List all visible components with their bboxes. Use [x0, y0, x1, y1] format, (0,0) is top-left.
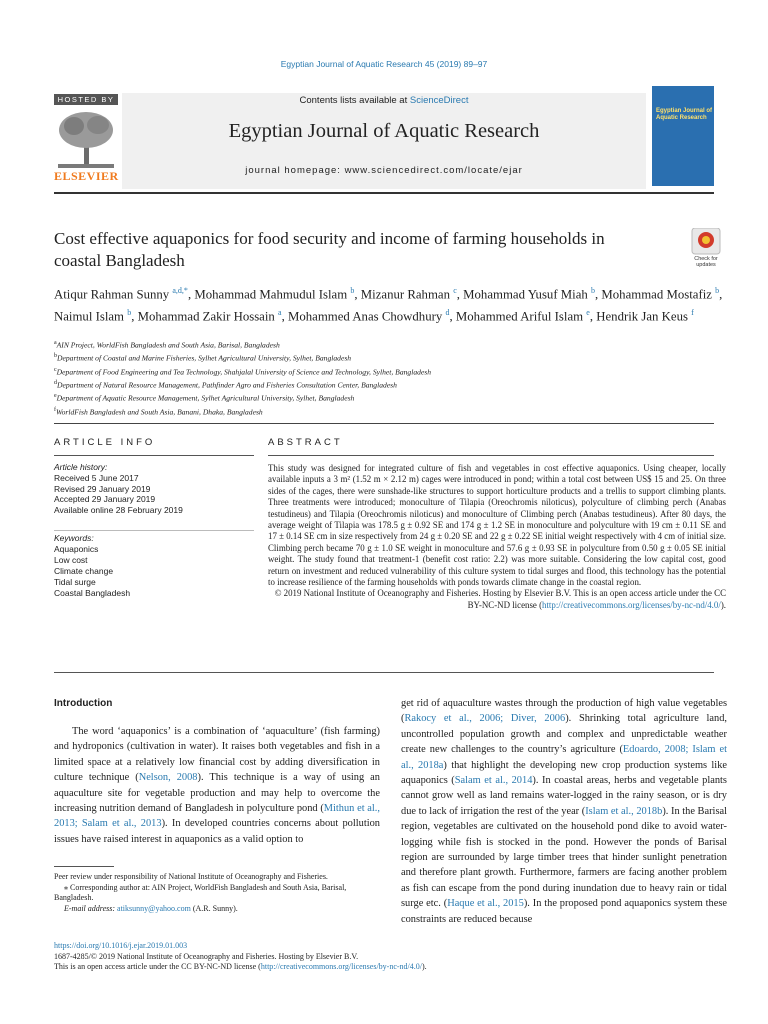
affiliation-item: $^e$Department of Aquatic Resource Management, Sylhet Agricultural University, Sylhet, Bangladesh	[54, 393, 355, 403]
keywords-block	[54, 533, 254, 598]
author-name: Mohammad Yusuf Miah	[463, 287, 591, 302]
author-affiliation-marker[interactable]: b	[715, 286, 720, 295]
author-name: Mohammad Mostafiz	[601, 287, 716, 302]
journal-homepage[interactable]: journal homepage: www.sciencedirect.com/locate/ejar	[245, 165, 523, 176]
introduction-column-1: The word ‘aquaponics’ is a combination of ‘aquaculture’ (fish farming) and hydroponics (cultivation in water). It raises both vegetables and fish in a limited space at a relatively low financial cost by adding diversification in culture technique (Nelson, 2008). This technique is a way of using an aquaculture site for vegetable production and may help to overcome the increasing nutrition demand of Bangladesh in polyculture pond (Mithun et al., 2013; Salam et al., 2013). In developed countries concerns about pollution issues have raised interest in aquaponics as a valid option to	[54, 726, 380, 845]
history-heading: Article history:	[54, 462, 108, 472]
author-name: Hendrik Jan Keus	[596, 309, 692, 324]
author-affiliation-marker[interactable]: b	[127, 307, 132, 317]
body-rule	[54, 672, 714, 673]
author-name: Mohammed Anas Chowdhury	[287, 309, 446, 324]
issn-line: 1687-4285/© 2019 National Institute of Oceanography and Fisheries. Hosting by Elsevier B.V.	[54, 951, 359, 961]
citation-link[interactable]: Islam et al., 2018b	[585, 805, 663, 817]
history-item: Received 5 June 2017	[54, 472, 139, 483]
history-item: Available online 28 February 2019	[54, 505, 183, 516]
abstract-rule	[268, 455, 714, 456]
author-affiliation-marker[interactable]: f	[691, 307, 694, 317]
history-item: Accepted 29 January 2019	[54, 494, 156, 505]
citation-link[interactable]: Nelson, 2008	[138, 772, 198, 784]
keyword: Low cost	[54, 554, 88, 565]
citation-link[interactable]: Haque et al., 2015	[447, 898, 524, 910]
elsevier-wordmark: ELSEVIER	[54, 169, 119, 183]
abstract-text: This study was designed for integrated culture of fish and vegetables in cost effective aquaponics. Using cheaper, locally available inputs a 3 m² (1.52 m × 2.12 m) cages were introduced in pond; within a total cost between US$ 15 and 25. On three sides of the cages, there were sunshade-like structures to support horticulture products and a trellis to support climbing plants. Three treatments were introduced; monoculture of Tilapia (Oreochromis niloticus), polyculture of climbing perch (Anabas testudineus) and Tilapia (Oreochromis niloticus) and monoculture of Climbing perch (Anabas testudineus). After 80 days, the average weight of Tilapia was 178.5 g ± 0.92 SE and 174 g ± 1.2 SE in monoculture and polyculture with 19 cm ± 0.11 SE and 17 ± 0.14 SE cm in size respectively from 24 g ± 0.20 SE and 22 g ± 0.22 SE initial weight respectively with 4 cm of initial size. Climbing perch became 70 g ± 1.0 SE weight in monoculture and 57.6 g ± 0.93 SE in polyculture from 0.50 g ± 0.05 SE initial weight. The study found that treatment-1 (benefit cost ratio: 2.2) was more suitable. Considering the low capital cost, good return on investment and reduced vulnerability of this culture system to tidal surges and flood, this technology has the potential to increase resilience of the farming households with ponds towards climate change in the coastal region.	[268, 463, 726, 588]
journal-reference[interactable]: Egyptian Journal of Aquatic Research 45 (2019) 89–97	[280, 59, 488, 69]
footer-license-link[interactable]: http://creativecommons.org/licenses/by-nc-nd/4.0/	[260, 962, 422, 972]
keyword: Climate change	[54, 565, 114, 576]
author-name: Mohammed Ariful Islam	[455, 309, 587, 324]
author-affiliation-marker[interactable]: a	[278, 307, 282, 317]
keywords-heading: Keywords:	[54, 533, 94, 543]
article-info-heading: ARTICLE INFO	[54, 437, 156, 448]
author-affiliation-marker[interactable]: b	[350, 286, 355, 295]
affiliation-item: $^a$AIN Project, WorldFish Bangladesh and South Asia, Barisal, Bangladesh	[54, 340, 280, 350]
paper-title: Cost effective aquaponics for food security and income of farming households in coastal Bangladesh	[54, 229, 605, 270]
email-link[interactable]: atiksunny@yahoo.com	[117, 903, 191, 913]
email-note: E-mail address: atiksunny@yahoo.com (A.R. Sunny).	[64, 903, 238, 913]
abstract-body	[268, 463, 726, 611]
author-name: Mizanur Rahman	[360, 287, 454, 302]
section-rule	[54, 423, 714, 424]
affiliation-item: $^f$WorldFish Bangladesh and South Asia, Banani, Dhaka, Bangladesh	[54, 406, 263, 417]
sciencedirect-link[interactable]: ScienceDirect	[409, 95, 469, 106]
author-affiliation-marker[interactable]: a,d,*	[172, 286, 188, 295]
keyword: Coastal Bangladesh	[54, 587, 131, 598]
introduction-heading: Introduction	[54, 698, 113, 709]
check-for-updates-label: Check for updates	[694, 256, 718, 268]
publication-footer	[54, 941, 714, 973]
author-name: Mohammad Mahmudul Islam	[194, 287, 351, 302]
doi-link[interactable]: https://doi.org/10.1016/j.ejar.2019.01.003	[54, 941, 188, 950]
journal-cover-title: Egyptian Journal of Aquatic Research	[656, 108, 713, 121]
journal-title: Egyptian Journal of Aquatic Research	[228, 120, 540, 142]
citation-link[interactable]: Salam et al., 2014	[454, 775, 533, 787]
affiliation-item: $^c$Department of Food Engineering and Tea Technology, Shahjalal University of Science and Technology, Sylhet, Bangladesh	[54, 366, 432, 377]
citation-link[interactable]: Edoardo, 2008; Islam et al., 2018a	[401, 744, 727, 771]
affiliation-item: $^b$Department of Coastal and Marine Fisheries, Sylhet Agricultural University, Sylhet, Bangladesh	[54, 353, 352, 363]
abstract-heading: ABSTRACT	[268, 437, 343, 448]
author-list: Atiqur Rahman Sunny $^{a,d,*}$, Mohammad Mahmudul Islam $^b$, Mizanur Rahman $^c$, Mohammad Yusuf Miah $^b$, Mohammad Mostafiz $^b$, Naimul Islam $^b$, Mohammad Zakir Hossain $^a$, Mohammed Anas Chowdhury $^d$, Mohammed Ariful Islam $^e$, Hendrik Jan Keus $^f$	[54, 286, 723, 324]
footnotes	[54, 872, 380, 914]
license-line: This is an open access article under the CC BY-NC-ND license (http://creativecommons.org/licenses/by-nc-nd/4.0/).	[54, 962, 427, 972]
footnote-rule	[54, 866, 114, 867]
corresponding-author-note: ⁎ Corresponding author at: AIN Project, WorldFish Bangladesh and South Asia, Barisal, Bangladesh.	[54, 882, 347, 903]
author-affiliation-marker[interactable]: e	[586, 307, 590, 317]
author-affiliation-marker[interactable]: d	[445, 307, 450, 317]
author-affiliation-marker[interactable]: b	[591, 286, 595, 295]
contents-line: Contents lists available at ScienceDirect	[299, 95, 469, 106]
abstract-copyright: © 2019 National Institute of Oceanography and Fisheries. Hosting by Elsevier B.V. This is an open access article under the CC BY-NC-ND license (http://creativecommons.org/licenses/by-nc-nd/4.0/).	[274, 588, 726, 610]
introduction-column-2: get rid of aquaculture wastes through the production of high value vegetables (Rakocy et al., 2006; Diver, 2006). Shrinking total agriculture land, uncontrolled population growth and complex and unpredictable weather create new challenges to the country’s agriculture (Edoardo, 2008; Islam et al., 2018a) that highlight the developing new crop production systems like aquaponics (Salam et al., 2014). In coastal areas, herbs and vegetable plants cannot grow well as land remains water-logged in the rainy season, or is dry due to lack of irrigation the rest of the year (Islam et al., 2018b). In the Barisal region, vegetables are cultivated on the household pond dike to avoid water-logging while fish is stocked in the pond. However the ponds of Barisal region are surrounded by large timber trees that hinder sunlight penetration and therefore plant growth. Furthermore, farmers are facing another problem as fish can escape from the pond during inundation due to heavy rain or tidal surge etc. (Haque et al., 2015). In the proposed pond aquaponics system these constraints are reduced because	[401, 698, 728, 925]
elsevier-tree-logo	[54, 108, 118, 170]
author-name: Atiqur Rahman Sunny	[54, 287, 173, 302]
author-affiliation-marker[interactable]: c	[453, 286, 457, 295]
affiliation-list	[54, 338, 724, 418]
affiliation-item: $^d$Department of Natural Resource Management, Pathfinder Agro and Fisheries Consultation Center, Bangladesh	[54, 379, 397, 390]
article-history	[54, 462, 254, 516]
hosted-by-label: HOSTED BY	[54, 94, 118, 105]
author-name: Naimul Islam	[54, 309, 128, 324]
keywords-rule	[54, 530, 254, 531]
citation-link[interactable]: Mithun et al., 2013; Salam et al., 2013	[54, 803, 380, 830]
citation-link[interactable]: Rakocy et al., 2006; Diver, 2006	[404, 713, 566, 725]
article-info-rule	[54, 455, 254, 456]
history-item: Revised 29 January 2019	[54, 483, 151, 494]
author-name: Mohammad Zakir Hossain	[137, 309, 279, 324]
peer-review-note: Peer review under responsibility of National Institute of Oceanography and Fisheries.	[54, 872, 328, 881]
journal-cover-image[interactable]	[652, 86, 714, 186]
keyword: Aquaponics	[54, 543, 99, 554]
header-rule	[54, 192, 714, 194]
license-link[interactable]: http://creativecommons.org/licenses/by-nc-nd/4.0/	[542, 599, 721, 610]
keyword: Tidal surge	[54, 576, 96, 587]
